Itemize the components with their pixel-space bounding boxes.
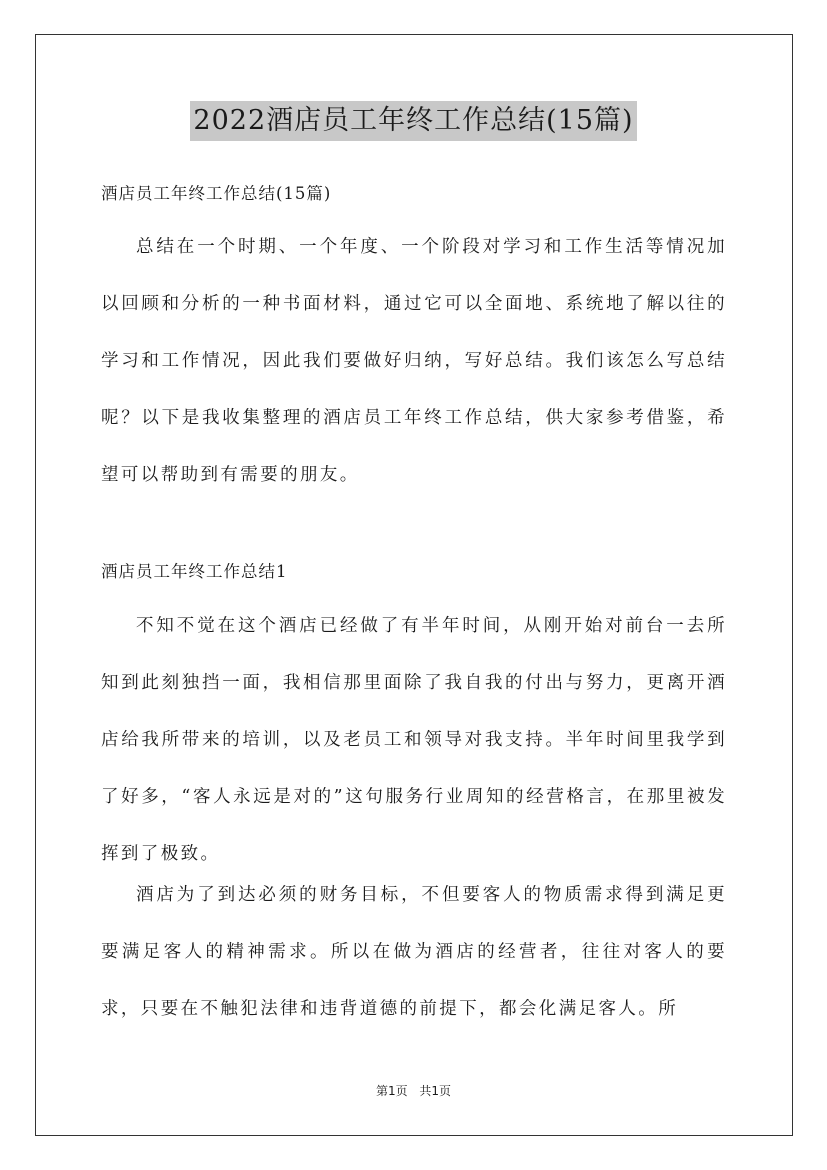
section-heading: 酒店员工年终工作总结1	[101, 562, 288, 581]
title-container	[0, 101, 827, 141]
document-subtitle: 酒店员工年终工作总结(15篇)	[101, 184, 332, 203]
section-paragraph-1: 不知不觉在这个酒店已经做了有半年时间，从刚开始对前台一去所知到此刻独挡一面，我相信那里面除了我自我的付出与努力，更离开酒店给我所带来的培训，以及老员工和领导对我支持。半年时间里我学到了好多，“客人永远是对的”这句服务行业周知的经营格言，在那里被发挥到了极致。	[101, 616, 727, 864]
intro-paragraph: 总结在一个时期、一个年度、一个阶段对学习和工作生活等情况加以回顾和分析的一种书面材料，通过它可以全面地、系统地了解以往的学习和工作情况，因此我们要做好归纳，写好总结。我们该怎么写总结呢？以下是我收集整理的酒店员工年终工作总结，供大家参考借鉴，希望可以帮助到有需要的朋友。	[101, 237, 727, 485]
page-number-current: 第1页	[375, 1084, 408, 1098]
document-title: 2022酒店员工年终工作总结(15篇)	[190, 101, 636, 141]
page-number-total: 共1页	[419, 1084, 452, 1098]
page-footer	[0, 1082, 827, 1099]
section-paragraph-2: 酒店为了到达必须的财务目标，不但要客人的物质需求得到满足更要满足客人的精神需求。所以在做为酒店的经营者，往往对客人的要求，只要在不触犯法律和违背道德的前提下，都会化满足客人。所	[101, 885, 727, 1019]
